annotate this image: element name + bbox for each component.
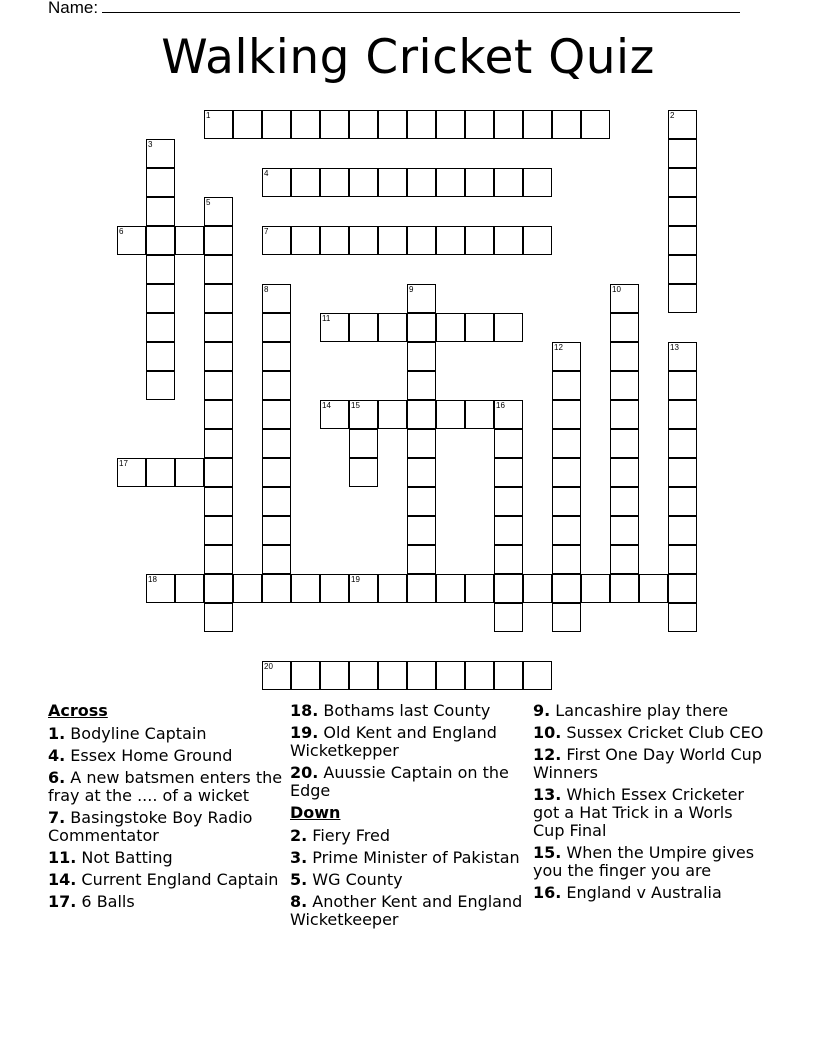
grid-cell[interactable] — [552, 545, 581, 574]
clue-item-text: Sussex Cricket Club CEO — [561, 723, 764, 742]
clue-item-text: When the Umpire gives you the finger you are — [533, 843, 755, 880]
grid-cell[interactable] — [204, 574, 233, 603]
grid-cell[interactable] — [204, 429, 233, 458]
grid-cell[interactable] — [320, 168, 349, 197]
grid-cell[interactable] — [262, 429, 291, 458]
clue-item — [290, 702, 526, 720]
grid-cell[interactable] — [204, 110, 233, 139]
clue-item — [290, 849, 526, 867]
grid-cell[interactable] — [494, 110, 523, 139]
grid-cell[interactable] — [610, 371, 639, 400]
clue-item-number: 14. — [48, 870, 77, 889]
page-title: Walking Cricket Quiz — [161, 30, 655, 85]
clue-item — [533, 884, 769, 902]
name-underline[interactable] — [102, 0, 740, 13]
grid-cell[interactable] — [204, 458, 233, 487]
grid-cell[interactable] — [378, 110, 407, 139]
clue-item-number: 13. — [533, 785, 562, 804]
grid-cell[interactable] — [581, 110, 610, 139]
clue-number: 3 — [148, 140, 153, 149]
grid-cell[interactable] — [262, 168, 291, 197]
grid-cell[interactable] — [407, 400, 436, 429]
grid-cell[interactable] — [668, 429, 697, 458]
clue-item-number: 10. — [533, 723, 562, 742]
grid-cell[interactable] — [146, 313, 175, 342]
grid-cell[interactable] — [407, 110, 436, 139]
grid-cell[interactable] — [436, 168, 465, 197]
grid-cell[interactable] — [552, 429, 581, 458]
grid-cell[interactable] — [668, 603, 697, 632]
grid-cell[interactable] — [552, 516, 581, 545]
grid-cell[interactable] — [552, 400, 581, 429]
clue-item-text: Bothams last County — [318, 701, 491, 720]
clue-number: 19 — [351, 575, 360, 584]
grid-cell[interactable] — [407, 371, 436, 400]
clue-item-text: Lancashire play there — [550, 701, 729, 720]
grid-cell[interactable] — [494, 400, 523, 429]
grid-cell[interactable] — [349, 574, 378, 603]
grid-cell[interactable] — [349, 168, 378, 197]
grid-cell[interactable] — [552, 603, 581, 632]
grid-cell[interactable] — [262, 284, 291, 313]
grid-cell[interactable] — [436, 226, 465, 255]
clue-item — [290, 893, 526, 929]
clue-item — [533, 724, 769, 742]
clue-number: 11 — [322, 314, 331, 323]
clue-item — [290, 871, 526, 889]
grid-cell[interactable] — [204, 226, 233, 255]
grid-cell[interactable] — [349, 110, 378, 139]
grid-cell[interactable] — [668, 574, 697, 603]
grid-cell[interactable] — [320, 313, 349, 342]
grid-cell[interactable] — [146, 139, 175, 168]
clue-item — [48, 849, 284, 867]
grid-cell[interactable] — [465, 574, 494, 603]
grid-cell[interactable] — [668, 487, 697, 516]
grid-cell[interactable] — [320, 661, 349, 690]
grid-cell[interactable] — [552, 342, 581, 371]
grid-cell[interactable] — [233, 574, 262, 603]
clue-item — [533, 702, 769, 720]
grid-cell[interactable] — [494, 545, 523, 574]
clue-item-text: Essex Home Ground — [65, 746, 233, 765]
grid-cell[interactable] — [668, 342, 697, 371]
name-label: Name: — [48, 0, 99, 17]
clues-column-2 — [290, 702, 526, 933]
clue-item-text: Another Kent and England Wicketkeeper — [290, 892, 523, 929]
grid-cell[interactable] — [494, 458, 523, 487]
grid-cell[interactable] — [146, 226, 175, 255]
clue-item-number: 11. — [48, 848, 77, 867]
grid-cell[interactable] — [175, 458, 204, 487]
grid-cell[interactable] — [349, 429, 378, 458]
grid-cell[interactable] — [465, 661, 494, 690]
down-clue-list-continued — [533, 702, 769, 902]
clue-number: 18 — [148, 575, 157, 584]
grid-cell[interactable] — [262, 458, 291, 487]
grid-cell[interactable] — [494, 574, 523, 603]
grid-cell[interactable] — [610, 545, 639, 574]
clue-item-number: 5. — [290, 870, 308, 889]
grid-cell[interactable] — [407, 458, 436, 487]
grid-cell[interactable] — [291, 574, 320, 603]
clue-item-text: Auussie Captain on the Edge — [290, 763, 509, 800]
grid-cell[interactable] — [552, 574, 581, 603]
grid-cell[interactable] — [523, 110, 552, 139]
grid-cell[interactable] — [465, 313, 494, 342]
clue-item — [533, 844, 769, 880]
grid-cell[interactable] — [668, 197, 697, 226]
grid-cell[interactable] — [262, 487, 291, 516]
grid-cell[interactable] — [349, 661, 378, 690]
grid-cell[interactable] — [494, 226, 523, 255]
down-heading: Down — [290, 803, 341, 822]
clue-item-number: 20. — [290, 763, 319, 782]
clue-number: 10 — [612, 285, 621, 294]
grid-cell[interactable] — [581, 574, 610, 603]
clue-item-text: Basingstoke Boy Radio Commentator — [48, 808, 253, 845]
clue-item-number: 18. — [290, 701, 319, 720]
clues-column-3 — [533, 702, 769, 906]
grid-cell[interactable] — [668, 255, 697, 284]
grid-cell[interactable] — [465, 400, 494, 429]
clue-item-number: 19. — [290, 723, 319, 742]
clue-item-text: 6 Balls — [76, 892, 135, 911]
grid-cell[interactable] — [552, 458, 581, 487]
clue-number: 14 — [322, 401, 331, 410]
grid-cell[interactable] — [436, 661, 465, 690]
grid-cell[interactable] — [204, 400, 233, 429]
grid-cell[interactable] — [436, 110, 465, 139]
clue-item — [48, 809, 284, 845]
grid-cell[interactable] — [494, 168, 523, 197]
clue-item-number: 16. — [533, 883, 562, 902]
clue-item-number: 6. — [48, 768, 66, 787]
grid-cell[interactable] — [146, 255, 175, 284]
grid-cell[interactable] — [320, 400, 349, 429]
clue-item — [48, 769, 284, 805]
grid-cell[interactable] — [668, 516, 697, 545]
grid-cell[interactable] — [436, 574, 465, 603]
grid-cell[interactable] — [378, 574, 407, 603]
grid-cell[interactable] — [610, 400, 639, 429]
clue-number: 15 — [351, 401, 360, 410]
grid-cell[interactable] — [262, 545, 291, 574]
grid-cell[interactable] — [175, 574, 204, 603]
grid-cell[interactable] — [204, 313, 233, 342]
grid-cell[interactable] — [407, 661, 436, 690]
grid-cell[interactable] — [378, 313, 407, 342]
clue-item-number: 3. — [290, 848, 308, 867]
grid-cell[interactable] — [291, 110, 320, 139]
grid-cell[interactable] — [552, 110, 581, 139]
across-clue-list — [48, 725, 284, 911]
clue-item-number: 15. — [533, 843, 562, 862]
grid-cell[interactable] — [668, 400, 697, 429]
grid-cell[interactable] — [204, 487, 233, 516]
grid-cell[interactable] — [494, 487, 523, 516]
clue-item — [533, 746, 769, 782]
clue-item — [48, 725, 284, 743]
grid-cell[interactable] — [436, 313, 465, 342]
clue-item-text: Bodyline Captain — [65, 724, 207, 743]
clue-item-text: Not Batting — [76, 848, 173, 867]
clue-item-number: 12. — [533, 745, 562, 764]
clue-item-number: 9. — [533, 701, 551, 720]
grid-cell[interactable] — [378, 661, 407, 690]
clue-item-number: 2. — [290, 826, 308, 845]
grid-cell[interactable] — [262, 661, 291, 690]
clue-number: 20 — [264, 662, 273, 671]
clues-column-1 — [48, 702, 284, 915]
grid-cell[interactable] — [262, 516, 291, 545]
grid-cell[interactable] — [523, 226, 552, 255]
grid-cell[interactable] — [668, 110, 697, 139]
grid-cell[interactable] — [233, 110, 262, 139]
grid-cell[interactable] — [291, 661, 320, 690]
clue-item-text: Fiery Fred — [307, 826, 391, 845]
clue-number: 12 — [554, 343, 563, 352]
grid-cell[interactable] — [639, 574, 668, 603]
clue-item-number: 1. — [48, 724, 66, 743]
grid-cell[interactable] — [610, 313, 639, 342]
grid-cell[interactable] — [378, 168, 407, 197]
grid-cell[interactable] — [320, 226, 349, 255]
grid-cell[interactable] — [204, 255, 233, 284]
grid-cell[interactable] — [494, 516, 523, 545]
name-field[interactable] — [48, 0, 740, 18]
down-clue-list — [290, 827, 526, 929]
grid-cell[interactable] — [146, 284, 175, 313]
grid-cell[interactable] — [349, 226, 378, 255]
clue-item — [48, 893, 284, 911]
grid-cell[interactable] — [262, 574, 291, 603]
grid-cell[interactable] — [349, 313, 378, 342]
grid-cell[interactable] — [668, 371, 697, 400]
clue-item-text: Which Essex Cricketer got a Hat Trick in a Worls Cup Final — [533, 785, 744, 840]
grid-cell[interactable] — [610, 429, 639, 458]
clue-item — [48, 871, 284, 889]
clue-item-text: England v Australia — [561, 883, 722, 902]
grid-cell[interactable] — [552, 487, 581, 516]
grid-cell[interactable] — [610, 516, 639, 545]
grid-cell[interactable] — [668, 139, 697, 168]
clue-item-text: Prime Minister of Pakistan — [307, 848, 520, 867]
clue-item-number: 7. — [48, 808, 66, 827]
grid-cell[interactable] — [610, 487, 639, 516]
grid-cell[interactable] — [204, 197, 233, 226]
grid-cell[interactable] — [523, 661, 552, 690]
grid-cell[interactable] — [407, 168, 436, 197]
grid-cell[interactable] — [407, 226, 436, 255]
grid-cell[interactable] — [668, 545, 697, 574]
grid-cell[interactable] — [204, 516, 233, 545]
grid-cell[interactable] — [494, 603, 523, 632]
clue-item — [290, 724, 526, 760]
grid-cell[interactable] — [407, 284, 436, 313]
grid-cell[interactable] — [407, 516, 436, 545]
grid-cell[interactable] — [204, 342, 233, 371]
grid-cell[interactable] — [146, 197, 175, 226]
grid-cell[interactable] — [175, 226, 204, 255]
clue-item-number: 4. — [48, 746, 66, 765]
grid-cell[interactable] — [204, 603, 233, 632]
grid-cell[interactable] — [552, 371, 581, 400]
grid-cell[interactable] — [262, 400, 291, 429]
grid-cell[interactable] — [407, 545, 436, 574]
grid-cell[interactable] — [523, 168, 552, 197]
grid-cell[interactable] — [146, 574, 175, 603]
grid-cell[interactable] — [610, 284, 639, 313]
grid-cell[interactable] — [523, 574, 552, 603]
grid-cell[interactable] — [262, 342, 291, 371]
grid-cell[interactable] — [262, 110, 291, 139]
grid-cell[interactable] — [407, 429, 436, 458]
grid-cell[interactable] — [668, 284, 697, 313]
clue-item-number: 8. — [290, 892, 308, 911]
grid-cell[interactable] — [494, 313, 523, 342]
grid-cell[interactable] — [146, 371, 175, 400]
grid-cell[interactable] — [668, 458, 697, 487]
grid-cell[interactable] — [204, 284, 233, 313]
clue-item-text: WG County — [307, 870, 403, 889]
clue-number: 8 — [264, 285, 269, 294]
grid-cell[interactable] — [117, 458, 146, 487]
clue-number: 7 — [264, 227, 269, 236]
clue-number: 2 — [670, 111, 675, 120]
clue-item-text: A new batsmen enters the fray at the .... of a wicket — [48, 768, 283, 805]
grid-cell[interactable] — [668, 168, 697, 197]
clue-number: 4 — [264, 169, 269, 178]
clue-number: 16 — [496, 401, 505, 410]
grid-cell[interactable] — [668, 226, 697, 255]
clue-item-text: First One Day World Cup Winners — [533, 745, 762, 782]
grid-cell[interactable] — [204, 545, 233, 574]
grid-cell[interactable] — [291, 168, 320, 197]
clue-item-number: 17. — [48, 892, 77, 911]
grid-cell[interactable] — [610, 574, 639, 603]
grid-cell[interactable] — [378, 400, 407, 429]
grid-cell[interactable] — [436, 400, 465, 429]
clue-number: 1 — [206, 111, 211, 120]
clue-item — [48, 747, 284, 765]
clue-item — [533, 786, 769, 840]
grid-cell[interactable] — [262, 226, 291, 255]
grid-cell[interactable] — [610, 458, 639, 487]
grid-cell[interactable] — [378, 226, 407, 255]
grid-cell[interactable] — [494, 661, 523, 690]
clue-item-text: Current England Captain — [76, 870, 279, 889]
grid-cell[interactable] — [320, 110, 349, 139]
clue-number: 13 — [670, 343, 679, 352]
clue-number: 5 — [206, 198, 211, 207]
grid-cell[interactable] — [494, 429, 523, 458]
grid-cell[interactable] — [349, 458, 378, 487]
grid-cell[interactable] — [320, 574, 349, 603]
clue-number: 9 — [409, 285, 414, 294]
grid-cell[interactable] — [465, 226, 494, 255]
clue-item — [290, 764, 526, 800]
grid-cell[interactable] — [407, 487, 436, 516]
grid-cell[interactable] — [407, 574, 436, 603]
grid-cell[interactable] — [465, 168, 494, 197]
clue-number: 17 — [119, 459, 128, 468]
grid-cell[interactable] — [407, 313, 436, 342]
grid-cell[interactable] — [465, 110, 494, 139]
grid-cell[interactable] — [146, 342, 175, 371]
grid-cell[interactable] — [146, 458, 175, 487]
grid-cell[interactable] — [117, 226, 146, 255]
grid-cell[interactable] — [204, 371, 233, 400]
grid-cell[interactable] — [262, 313, 291, 342]
grid-cell[interactable] — [146, 168, 175, 197]
grid-cell[interactable] — [349, 400, 378, 429]
grid-cell[interactable] — [291, 226, 320, 255]
clue-item-text: Old Kent and England Wicketkepper — [290, 723, 497, 760]
grid-cell[interactable] — [610, 342, 639, 371]
grid-cell[interactable] — [262, 371, 291, 400]
across-heading: Across — [48, 701, 108, 720]
across-clue-list-continued — [290, 702, 526, 800]
clue-item — [290, 827, 526, 845]
clue-number: 6 — [119, 227, 124, 236]
grid-cell[interactable] — [407, 342, 436, 371]
